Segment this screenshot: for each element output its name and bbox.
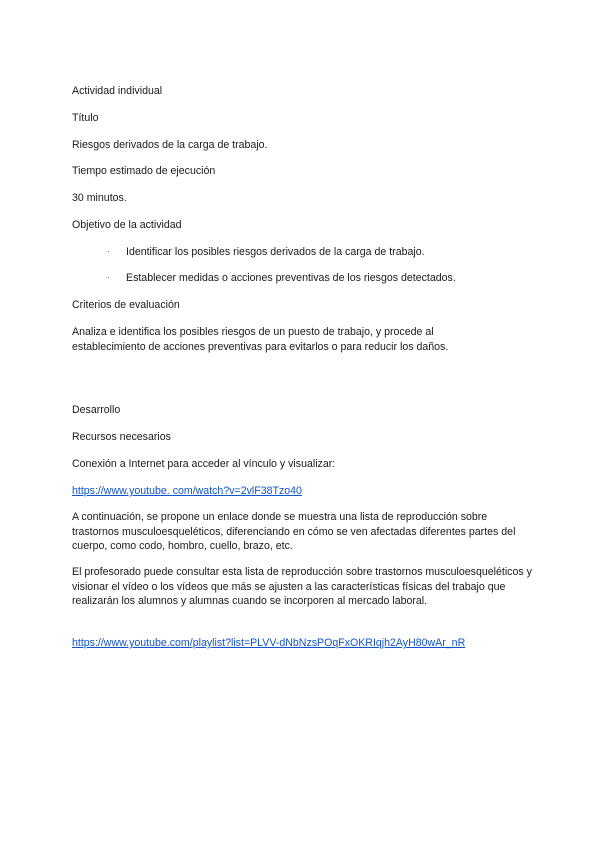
video-link-row: [72, 484, 302, 498]
criteria-label: Criterios de evaluación: [72, 299, 180, 311]
objective-text: Identificar los posibles riesgos derivados de la carga de trabajo.: [126, 246, 425, 258]
paragraph-teacher-note: El profesorado puede consultar esta lista de reproducción sobre trastornos musculoesqueléticos y visionar el vídeo o los vídeos que más se ajusten a las características físicas del trabajo que realizarán los alumnos y alumnas cuando se incorporen al mercado laboral.: [72, 566, 532, 607]
video-link[interactable]: https://www.youtube. com/watch?v=2vlF38Tzo40: [72, 485, 302, 497]
playlist-link[interactable]: https://www.youtube.com/playlist?list=PLVV-dNbNzsPOqFxOKRIqjh2AyH80wAr_nR: [72, 637, 466, 649]
bullet-icon: ·: [107, 247, 110, 256]
paragraph-playlist-intro: A continuación, se propone un enlace donde se muestra una lista de reproducción sobre trastornos musculoesqueléticos, diferenciando en cómo se ven afectadas diferentes partes del cuerpo, como codo, hombro, cuello, brazo, etc.: [72, 511, 516, 552]
time-value: 30 minutos.: [72, 192, 127, 204]
connection-text: Conexión a Internet para acceder al vínculo y visualizar:: [72, 458, 336, 470]
playlist-link-row: [72, 636, 465, 650]
objective-item: [107, 245, 425, 259]
objective-item: [107, 271, 456, 285]
time-label: Tiempo estimado de ejecución: [72, 165, 216, 177]
objective-label: Objetivo de la actividad: [72, 219, 182, 231]
criteria-line: establecimiento de acciones preventivas para evitarlos o para reducir los daños.: [72, 341, 449, 353]
activity-heading: Actividad individual: [72, 85, 163, 97]
resources-label: Recursos necesarios: [72, 431, 171, 443]
bullet-icon: ·: [107, 273, 110, 282]
objective-text: Establecer medidas o acciones preventivas de los riesgos detectados.: [126, 272, 456, 284]
title-label: Título: [72, 112, 99, 124]
title-value: Riesgos derivados de la carga de trabajo.: [72, 139, 268, 151]
criteria-line: Analiza e identifica los posibles riesgos de un puesto de trabajo, y procede al: [72, 326, 434, 338]
development-label: Desarrollo: [72, 404, 121, 416]
